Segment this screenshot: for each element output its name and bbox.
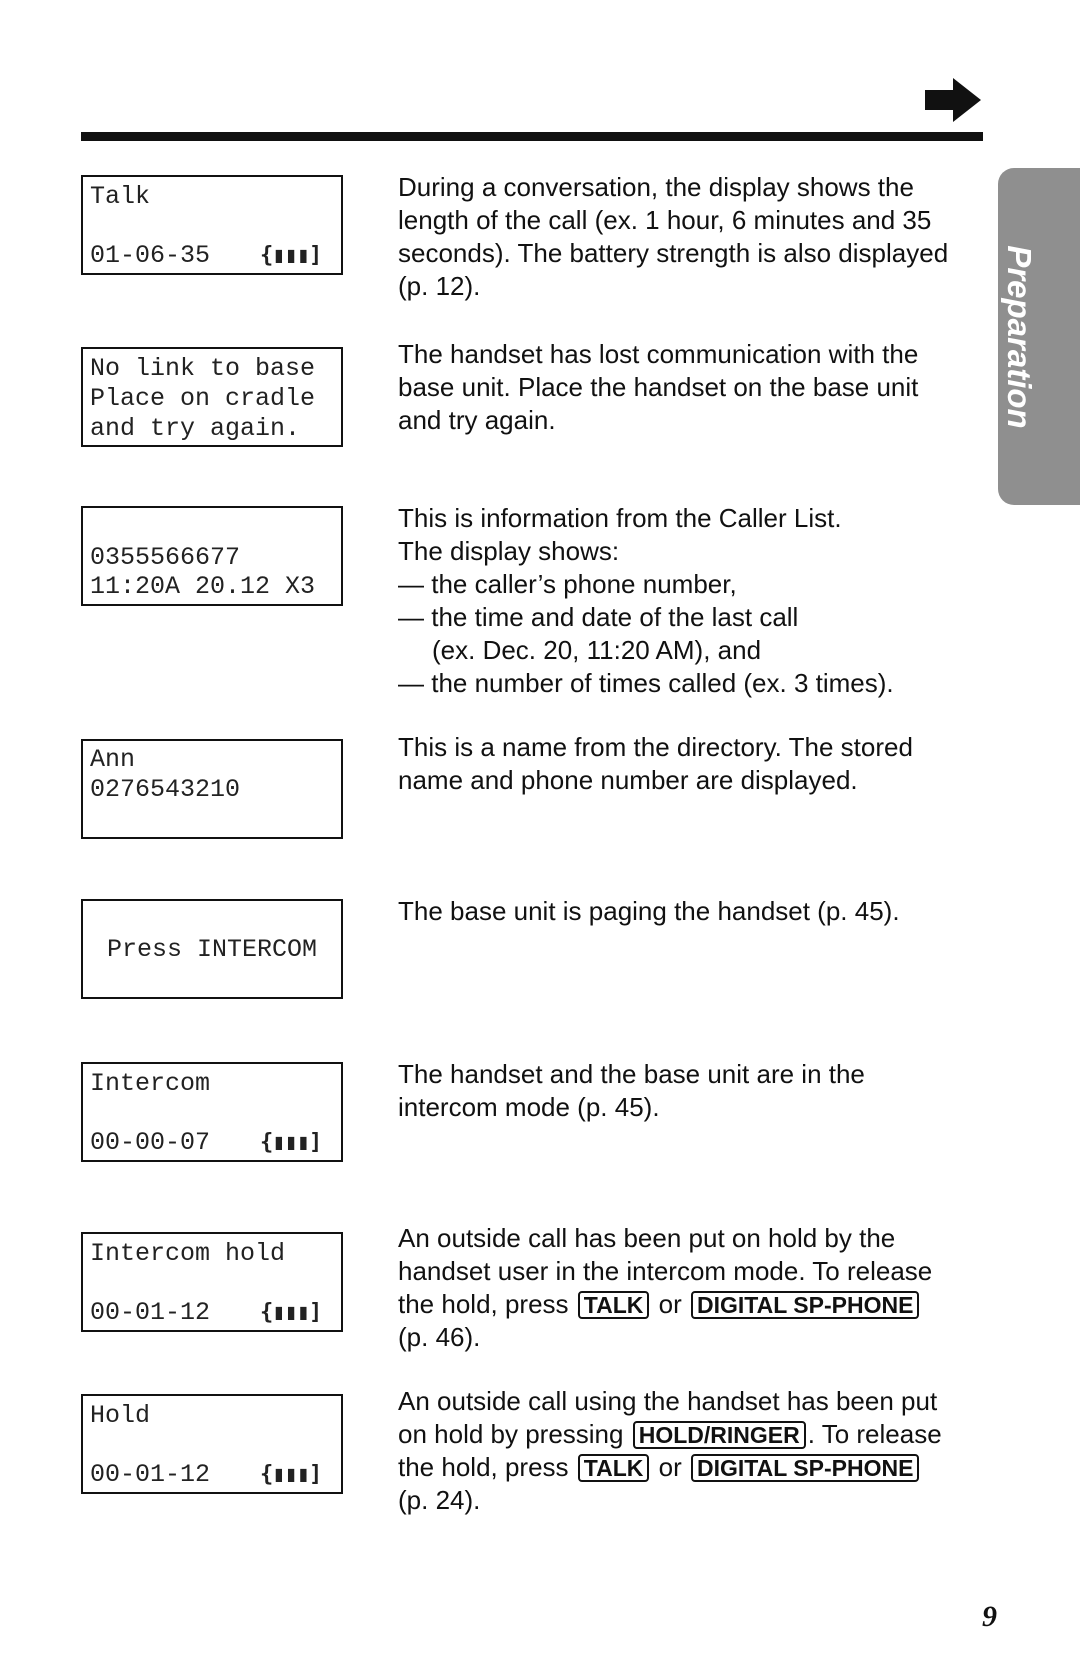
desc-line: name and phone number are displayed. <box>398 765 858 795</box>
description-paging <box>398 895 988 928</box>
desc-line <box>398 1418 988 1451</box>
page-number: 9 <box>982 1600 997 1633</box>
description-caller-list <box>398 502 988 700</box>
desc-line: — the caller’s phone number, <box>398 569 737 599</box>
desc-line: The handset and the base unit are in the <box>398 1059 865 1089</box>
digital-sp-phone-key: DIGITAL SP-PHONE <box>691 1291 919 1319</box>
desc-line: (p. 24). <box>398 1485 481 1515</box>
description-hold <box>398 1385 988 1517</box>
description-talk <box>398 171 988 303</box>
lcd-line: 01-06-35 <box>90 241 211 270</box>
desc-line: length of the call (ex. 1 hour, 6 minutes and 35 <box>398 205 932 235</box>
lcd-line: Ann <box>90 745 136 774</box>
lcd-line: Place on cradle <box>90 384 316 413</box>
desc-text: or <box>658 1289 682 1319</box>
desc-line: (p. 12). <box>398 271 481 301</box>
lcd-display-paging <box>81 899 343 999</box>
description-intercom-hold <box>398 1222 988 1354</box>
header-rule <box>81 132 983 141</box>
lcd-line: Intercom hold <box>90 1239 286 1268</box>
talk-key: TALK <box>578 1454 650 1482</box>
lcd-line: Hold <box>90 1401 151 1430</box>
desc-line <box>398 1288 988 1321</box>
lcd-display-talk <box>81 175 343 275</box>
lcd-line: No link to base <box>90 354 316 383</box>
desc-line: — the number of times called (ex. 3 times). <box>398 668 894 698</box>
desc-line: intercom mode (p. 45). <box>398 1092 660 1122</box>
desc-line: This is a name from the directory. The stored <box>398 732 913 762</box>
desc-line: handset user in the intercom mode. To release <box>398 1256 933 1286</box>
desc-line: (ex. Dec. 20, 11:20 AM), and <box>432 635 762 665</box>
battery-icon: {▮▮▮] <box>260 1300 322 1325</box>
section-tab-label: Preparation <box>1001 244 1038 429</box>
lcd-line: Talk <box>90 182 151 211</box>
lcd-display-no-link <box>81 347 343 447</box>
desc-line: An outside call has been put on hold by the <box>398 1223 896 1253</box>
description-intercom <box>398 1058 988 1124</box>
lcd-line: 11:20A 20.12 X3 <box>90 572 316 601</box>
desc-line: The display shows: <box>398 536 620 566</box>
description-directory <box>398 731 988 797</box>
hold-ringer-key: HOLD/RINGER <box>633 1421 806 1449</box>
arrow-right-icon <box>925 78 981 122</box>
lcd-line: 0355566677 <box>90 543 241 572</box>
section-tab <box>998 168 1080 505</box>
desc-line: (p. 46). <box>398 1322 481 1352</box>
desc-line: This is information from the Caller List. <box>398 503 842 533</box>
desc-text: or <box>658 1452 682 1482</box>
desc-line: The base unit is paging the handset (p. 45). <box>398 896 900 926</box>
desc-line: base unit. Place the handset on the base unit <box>398 372 919 402</box>
desc-line: During a conversation, the display shows the <box>398 172 914 202</box>
description-no-link <box>398 338 988 437</box>
lcd-line: 00-00-07 <box>90 1128 211 1157</box>
lcd-display-hold <box>81 1394 343 1494</box>
talk-key: TALK <box>578 1291 650 1319</box>
desc-line: — the time and date of the last call <box>398 602 799 632</box>
lcd-line: and try again. <box>90 414 301 443</box>
lcd-line: Intercom <box>90 1069 211 1098</box>
lcd-line: 0276543210 <box>90 775 241 804</box>
lcd-display-intercom-hold <box>81 1232 343 1332</box>
lcd-display-directory <box>81 739 343 839</box>
digital-sp-phone-key: DIGITAL SP-PHONE <box>691 1454 919 1482</box>
desc-line: An outside call using the handset has been put <box>398 1386 938 1416</box>
lcd-display-caller-list <box>81 506 343 606</box>
lcd-display-intercom <box>81 1062 343 1162</box>
desc-line <box>398 1451 988 1484</box>
lcd-line: 00-01-12 <box>90 1460 211 1489</box>
lcd-line: 00-01-12 <box>90 1298 211 1327</box>
desc-text: the hold, press <box>398 1289 569 1319</box>
battery-icon: {▮▮▮] <box>260 1462 322 1487</box>
battery-icon: {▮▮▮] <box>260 243 322 268</box>
desc-text: on hold by pressing <box>398 1419 624 1449</box>
battery-icon: {▮▮▮] <box>260 1130 322 1155</box>
desc-text: the hold, press <box>398 1452 569 1482</box>
desc-line: and try again. <box>398 405 556 435</box>
desc-line: The handset has lost communication with the <box>398 339 919 369</box>
desc-text: . To release <box>807 1419 942 1449</box>
desc-line: seconds). The battery strength is also displayed <box>398 238 949 268</box>
lcd-line: Press INTERCOM <box>107 935 318 964</box>
